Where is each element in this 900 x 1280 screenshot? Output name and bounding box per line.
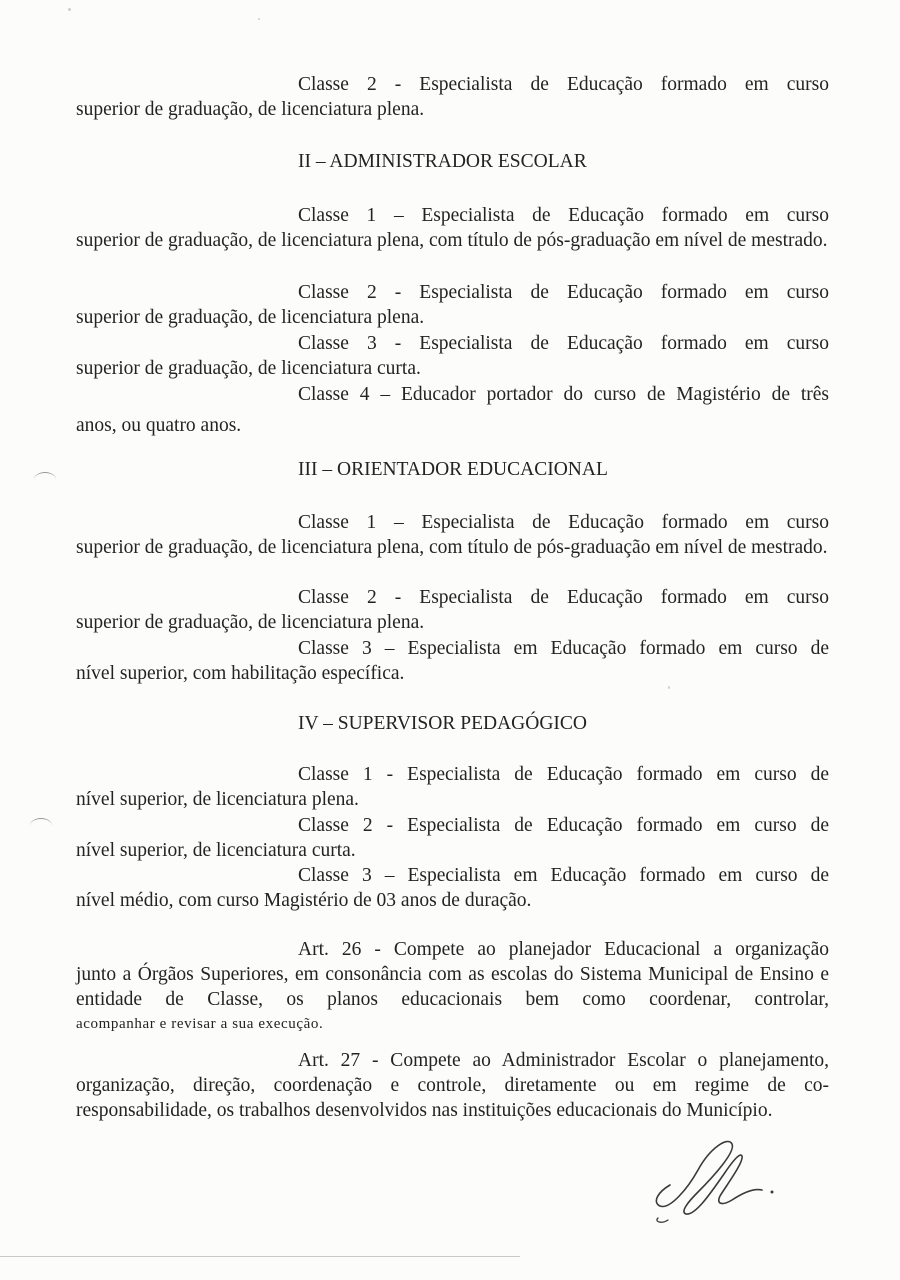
paragraph-orientador-classe-1 [76,510,829,560]
paragraph-administrador-classe-3 [76,331,829,381]
paragraph-continuation: superior de graduação, de licenciatura plena. [76,99,425,120]
paragraph-lead: Classe 3 – Especialista em Educação formado em curso de [298,638,829,659]
signature [640,1130,780,1230]
paragraph-continuation: superior de graduação, de licenciatura curta. [76,358,421,379]
paragraph-supervisor-classe-2 [76,813,829,863]
paragraph-lead: Classe 2 - Especialista de Educação formado em curso de [298,815,829,836]
paragraph-orientador-classe-2 [76,585,829,635]
paragraph-continuation: superior de graduação, de licenciatura plena, com título de pós-graduação em nível de mestrado. [76,230,828,251]
paragraph-lead: Classe 1 – Especialista de Educação formado em curso [298,512,829,533]
paragraph-classe-2-planejador [76,72,829,122]
paragraph-lead: Classe 3 – Especialista em Educação formado em curso de [298,865,829,886]
margin-mark [30,818,52,833]
paragraph-supervisor-classe-1 [76,762,829,812]
scan-speck [668,686,670,689]
scan-speck [68,8,71,11]
margin-mark [34,472,56,487]
paragraph-continuation: organização, direção, coordenação e controle, diretamente ou em regime de co-responsabilidade, os trabalhos desenvolvidos nas instituições educacionais do Município. [76,1075,829,1121]
paragraph-continuation: nível superior, de licenciatura curta. [76,840,356,861]
section-heading-supervisor-pedagogico: IV – SUPERVISOR PEDAGÓGICO [298,713,587,734]
paragraph-art-26 [76,937,829,1037]
paragraph-continuation: nível superior, com habilitação específica. [76,663,405,684]
paragraph-lead: Art. 26 - Compete ao planejador Educacional a organização [298,939,829,960]
paragraph-continuation: nível médio, com curso Magistério de 03 anos de duração. [76,890,532,911]
section-heading-orientador-educacional: III – ORIENTADOR EDUCACIONAL [298,459,608,480]
paragraph-administrador-classe-1 [76,203,829,253]
paragraph-administrador-classe-4 [76,382,829,438]
paragraph-lead: Classe 3 - Especialista de Educação formado em curso [298,333,829,354]
paragraph-continuation: junto a Órgãos Superiores, em consonância com as escolas do Sistema Municipal de Ensino e entidade de Classe, os planos educacionais bem como coordenar, controlar, [76,964,829,1010]
paragraph-supervisor-classe-3 [76,863,829,913]
paragraph-lead: Classe 2 - Especialista de Educação formado em curso [298,587,829,608]
section-heading-administrador-escolar: II – ADMINISTRADOR ESCOLAR [298,151,587,172]
paragraph-small-line: acompanhar e revisar a sua execução. [76,1016,324,1032]
bottom-rule [0,1256,520,1257]
paragraph-lead: Classe 4 – Educador portador do curso de Magistério de três [298,384,829,405]
paragraph-lead: Classe 2 - Especialista de Educação formado em curso [298,74,829,95]
paragraph-continuation: superior de graduação, de licenciatura plena. [76,307,425,328]
paragraph-lead: Art. 27 - Compete ao Administrador Escolar o planejamento, [298,1050,829,1071]
paragraph-continuation: anos, ou quatro anos. [76,415,242,436]
paragraph-continuation: superior de graduação, de licenciatura plena. [76,612,425,633]
paragraph-orientador-classe-3 [76,636,829,686]
paragraph-lead: Classe 1 – Especialista de Educação formado em curso [298,205,829,226]
paragraph-administrador-classe-2 [76,280,829,330]
paragraph-art-27 [76,1048,829,1123]
paragraph-continuation: superior de graduação, de licenciatura plena, com título de pós-graduação em nível de mestrado. [76,537,828,558]
paragraph-continuation: nível superior, de licenciatura plena. [76,789,359,810]
scan-speck [258,18,260,20]
paragraph-lead: Classe 2 - Especialista de Educação formado em curso [298,282,829,303]
paragraph-lead: Classe 1 - Especialista de Educação formado em curso de [298,764,829,785]
